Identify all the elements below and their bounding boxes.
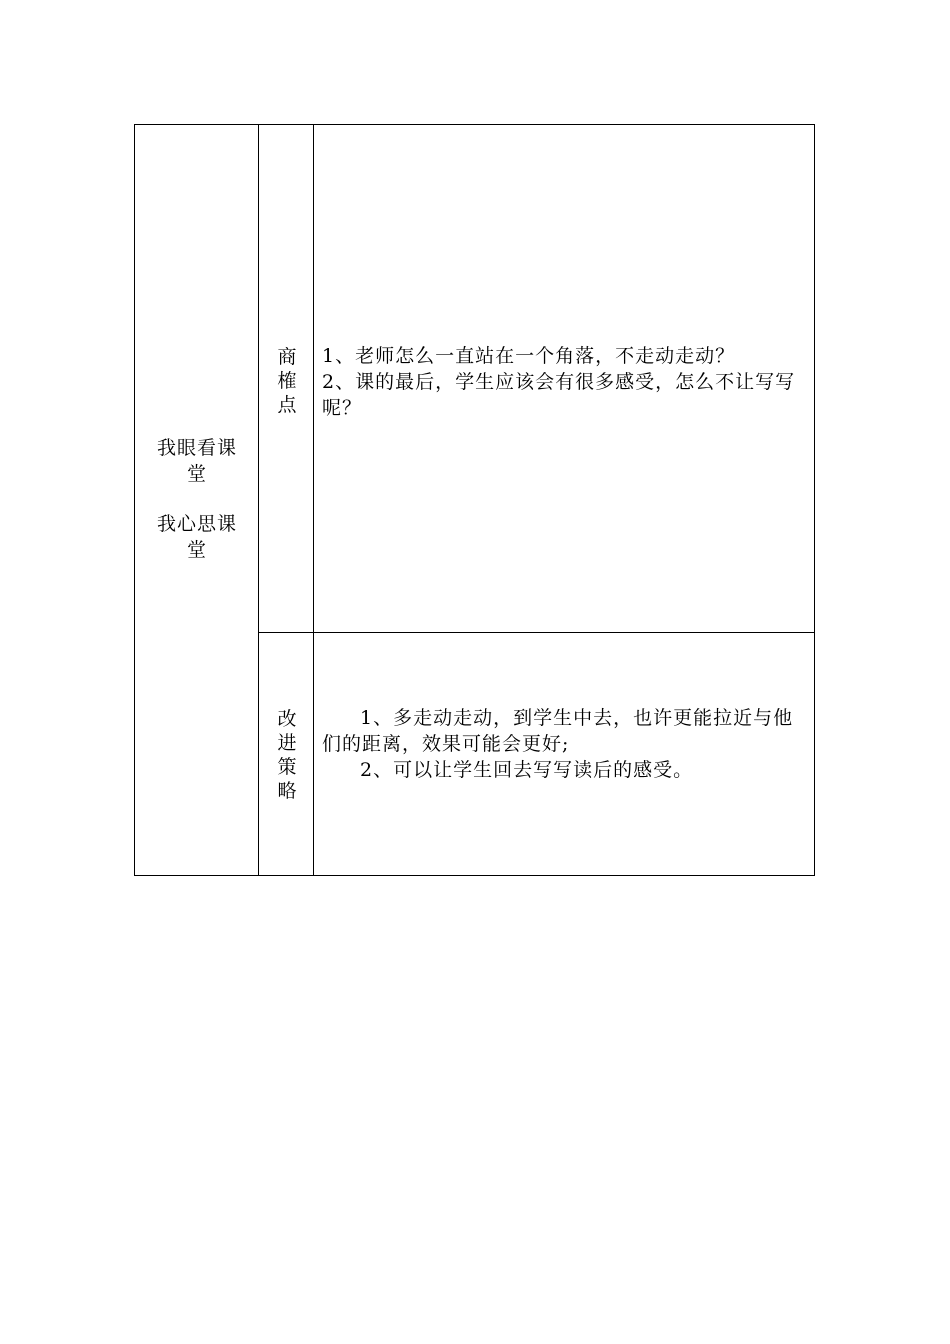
discussion-point: 1、老师怎么一直站在一个角落，不走动走动？ bbox=[322, 345, 736, 367]
improvement-strategies-content bbox=[322, 705, 810, 783]
section-label-line: 我心思课 bbox=[156, 513, 237, 535]
section-label-top bbox=[149, 435, 245, 487]
improvement-strategy: 2、可以让学生回去写写读后的感受。 bbox=[360, 759, 694, 781]
row-label-char: 进 bbox=[277, 732, 297, 754]
discussion-points-content bbox=[322, 343, 810, 421]
row-label-discussion bbox=[260, 345, 314, 417]
evaluation-table bbox=[134, 124, 815, 876]
row-label-char: 改 bbox=[277, 708, 297, 730]
improvement-strategy: 1、多走动走动，到学生中去，也许更能拉近与他们的距离，效果可能会更好; bbox=[322, 707, 794, 755]
row-divider bbox=[259, 632, 814, 633]
row-label-char: 点 bbox=[277, 394, 297, 416]
row-label-improvement bbox=[260, 707, 314, 803]
section-label-line: 我眼看课 bbox=[156, 437, 237, 459]
discussion-point: 2、课的最后，学生应该会有很多感受，怎么不让写写呢？ bbox=[322, 371, 796, 419]
row-label-char: 策 bbox=[277, 756, 297, 778]
section-label-line: 堂 bbox=[186, 539, 207, 561]
section-label-bottom bbox=[149, 511, 245, 563]
section-label-line: 堂 bbox=[186, 463, 207, 485]
section-label-cell bbox=[135, 125, 259, 875]
row-label-char: 商 bbox=[277, 346, 297, 368]
row-label-char: 略 bbox=[277, 780, 297, 802]
row-label-char: 榷 bbox=[277, 370, 297, 392]
